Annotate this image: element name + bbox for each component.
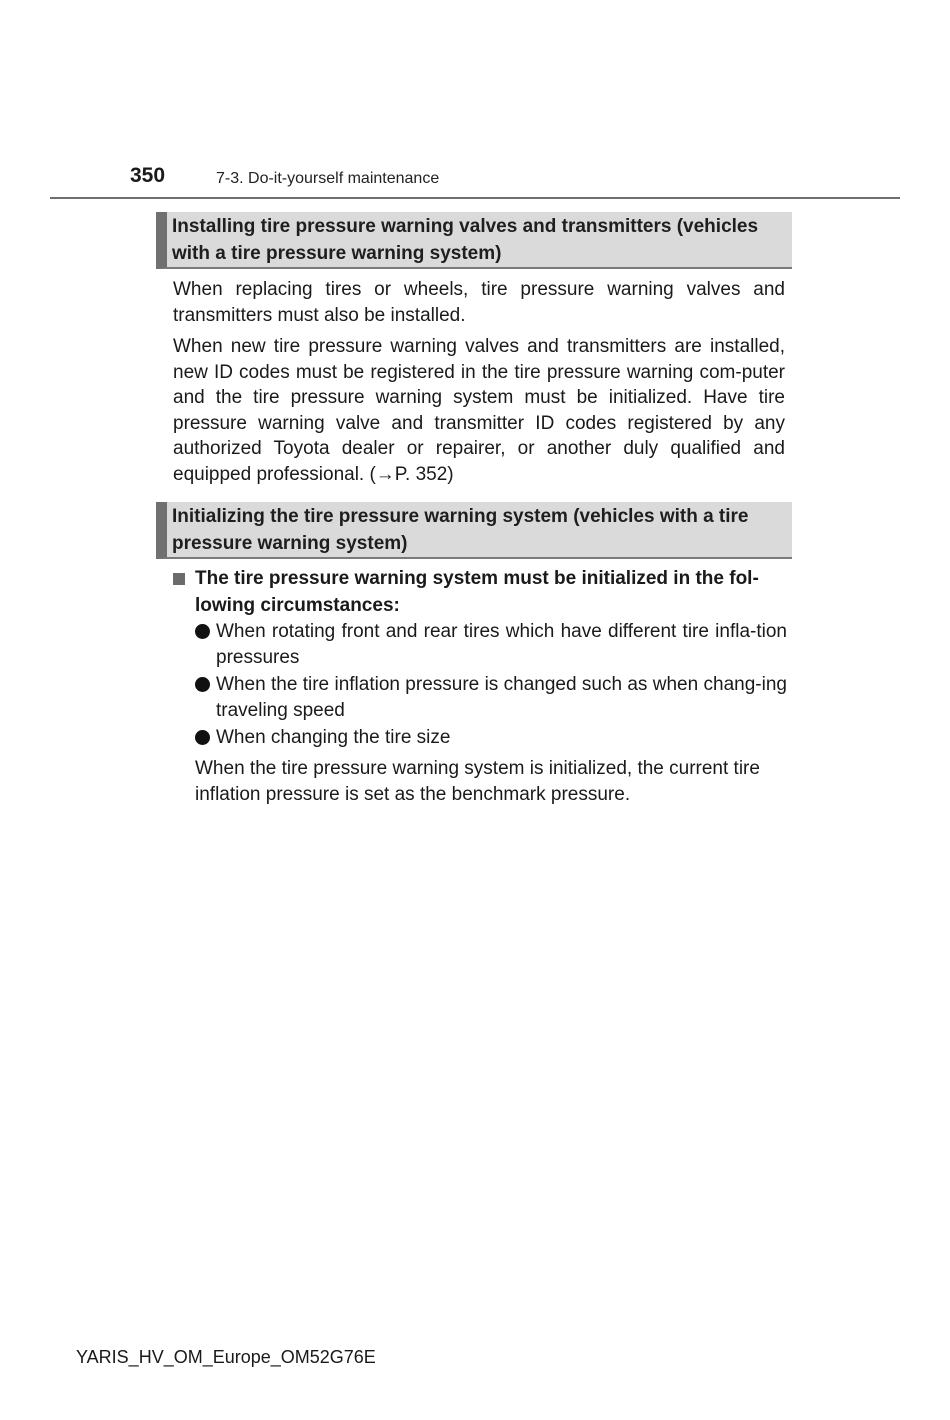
list-item-text: When the tire inflation pressure is changed such as when chang-ing traveling speed xyxy=(216,674,787,721)
chapter-title: 7-3. Do-it-yourself maintenance xyxy=(216,170,440,187)
subhead-text: The tire pressure warning system must be initialized in the fol-lowing circumstances: xyxy=(195,568,759,616)
paragraph-replacing: When replacing tires or wheels, tire pressure warning valves and transmitters must also be installed. xyxy=(173,279,785,326)
paragraph-benchmark: When the tire pressure warning system is initialized, the current tire inflation pressure is set as the benchmark pressure. xyxy=(195,758,760,805)
footer-doc-code: YARIS_HV_OM_Europe_OM52G76E xyxy=(76,1347,376,1367)
bullet-dot-icon xyxy=(195,677,210,692)
list-item-text: When changing the tire size xyxy=(216,727,451,748)
page-number: 350 xyxy=(130,164,166,187)
list-item xyxy=(195,725,787,751)
bullet-dot-icon xyxy=(195,730,210,745)
list-item-text: When rotating front and rear tires which have different tire infla-tion pressures xyxy=(216,621,787,668)
section-header-installing: Installing tire pressure warning valves and transmitters (vehicles with a tire pressure warning system) xyxy=(156,212,792,269)
section-header-initializing: Initializing the tire pressure warning system (vehicles with a tire pressure warning system) xyxy=(156,502,792,559)
subhead-circumstances xyxy=(173,566,787,619)
bullet-dot-icon xyxy=(195,624,210,639)
list-item xyxy=(195,672,787,723)
list-item xyxy=(195,619,787,670)
paragraph-new-id-codes: When new tire pressure warning valves and transmitters are installed, new ID codes must be registered in the tire pressure warning com-puter and the tire pressure warning system must be initialized. Have tire pressure warning valve and transmitter ID codes registered by any authorized Toyota dealer or repairer, or another duly qualified and equipped professional. (→P. 352) xyxy=(173,336,785,485)
header-divider xyxy=(50,197,900,199)
square-bullet-icon xyxy=(173,573,185,585)
